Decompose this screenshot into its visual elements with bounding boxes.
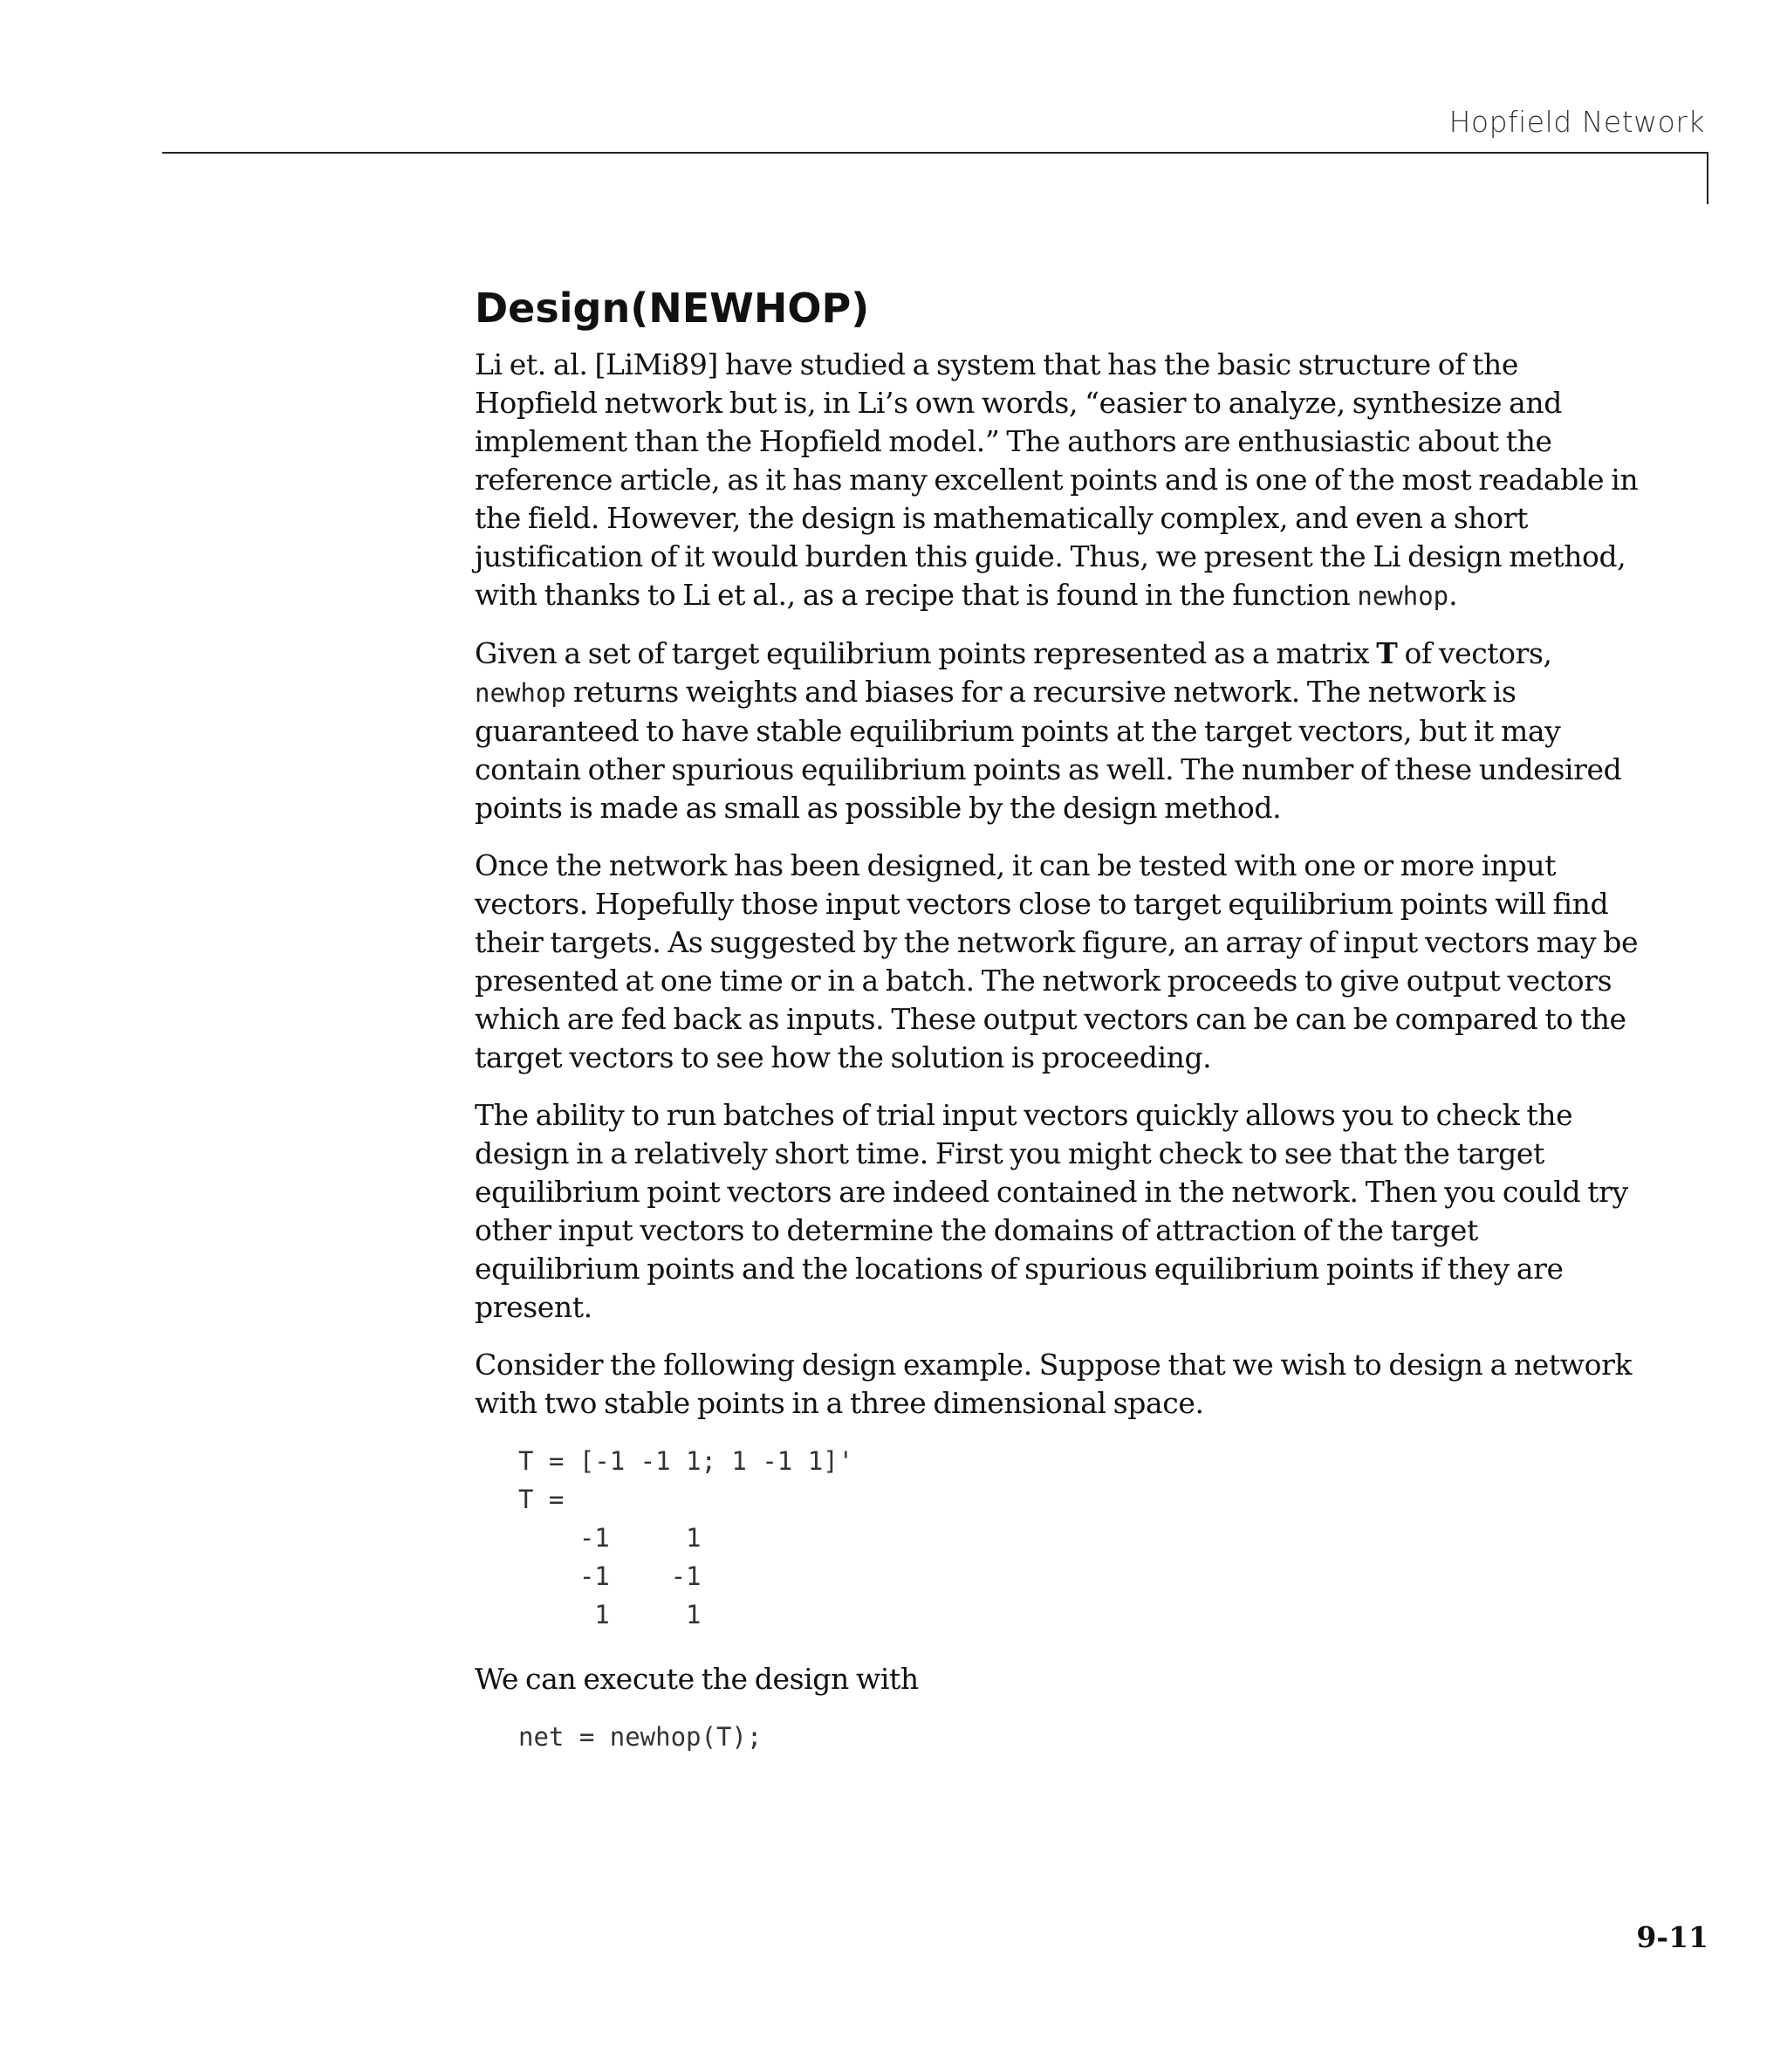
paragraph-batches: The ability to run batches of trial input vectors quickly allows you to check the design in a relatively short time. First you might check to see that the target equilibrium point vectors are indeed contained in the network. Then you could try other input vectors to determine the domains of attraction of the target equilibrium points and the locations of spurious equilibrium points if they are present. xyxy=(475,1098,1628,1324)
paragraph-target-points xyxy=(475,635,1644,827)
header-rule-corner xyxy=(1707,152,1708,204)
inline-code-newhop: newhop xyxy=(1357,581,1449,611)
page-content xyxy=(475,281,1644,1782)
paragraph-execute: We can execute the design with xyxy=(475,1662,919,1696)
code-block-target-matrix: T = [-1 -1 1; 1 -1 1]' T = -1 1 -1 -1 1 1 xyxy=(518,1446,854,1629)
inline-code-newhop-2: newhop xyxy=(475,678,566,708)
paragraph-intro-end: . xyxy=(1448,578,1458,612)
paragraph-target-start: Given a set of target equilibrium points represented as a matrix xyxy=(475,636,1377,670)
matrix-symbol-t: T xyxy=(1376,636,1398,670)
paragraph-target-rest: returns weights and biases for a recursive network. The network is guaranteed to have stable equilibrium points at the target vectors, but it may contain other spurious equilibrium points as well. The number of these undesired points is made as small as possible by the design method. xyxy=(475,675,1622,825)
paragraph-intro xyxy=(475,346,1644,615)
paragraph-example: Consider the following design example. Suppose that we wish to design a network with two stable points in a three dimensional space. xyxy=(475,1348,1633,1420)
paragraph-testing: Once the network has been designed, it can be tested with one or more input vectors. Hopefully those input vectors close to target equilibrium points will find their targets. As suggested by the network figure, an array of input vectors may be presented at one time or in a batch. The network proceeds to give output vectors which are fed back as inputs. These output vectors can be can be compared to the target vectors to see how the solution is proceeding. xyxy=(475,848,1639,1074)
code-block-newhop-call: net = newhop(T); xyxy=(518,1722,763,1752)
page-number: 9-11 xyxy=(1636,1920,1708,1954)
header-rule xyxy=(162,152,1708,154)
paragraph-target-mid: of vectors, xyxy=(1397,636,1552,670)
paragraph-intro-text: Li et. al. [LiMi89] have studied a system that has the basic structure of the Hopfield network but is, in Li’s own words, “easier to analyze, synthesize and implement than the Hopfield model.” The authors are enthusiastic about the reference article, as it has many excellent points and is one of the most readable in the field. However, the design is mathematically complex, and even a short justification of it would burden this guide. Thus, we present the Li design method, with thanks to Li et al., as a recipe that is found in the function xyxy=(475,347,1639,612)
running-header: Hopfield Network xyxy=(1448,105,1705,139)
section-title: Design(NEWHOP) xyxy=(475,285,870,332)
